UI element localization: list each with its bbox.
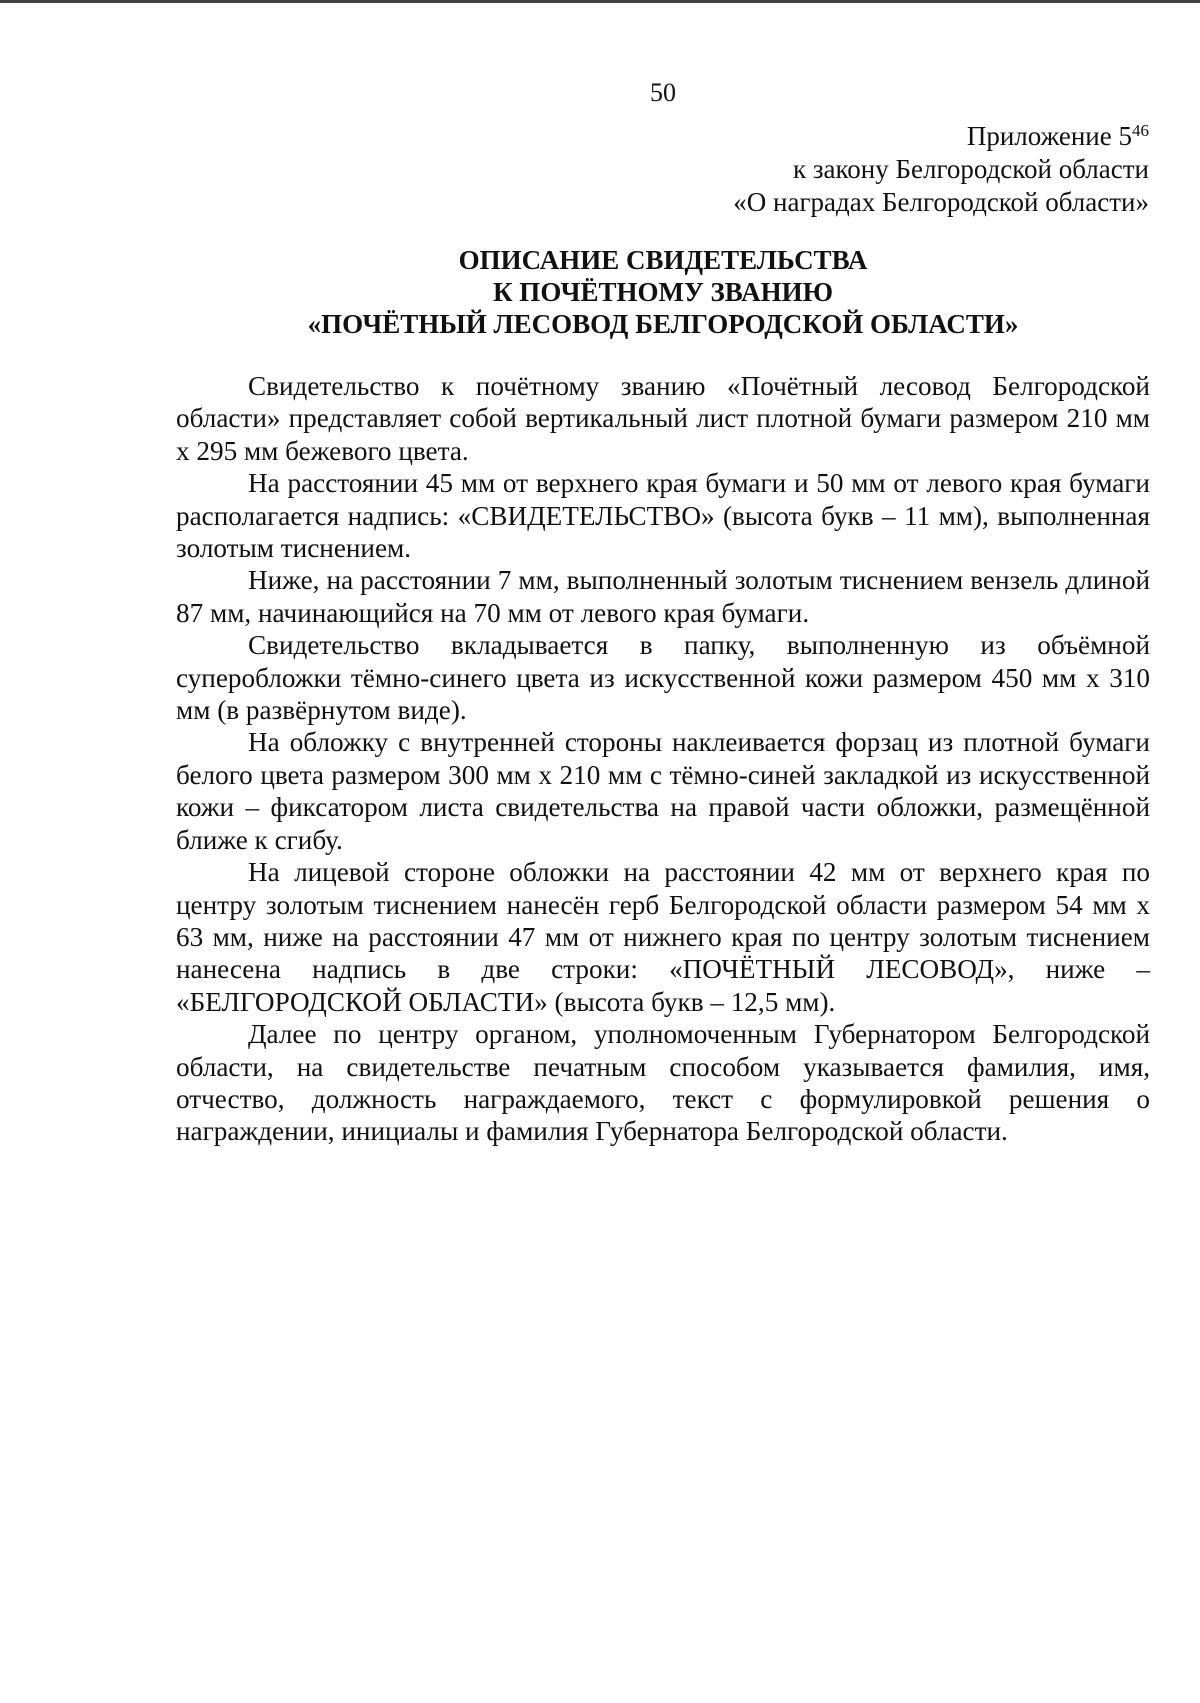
paragraph: Свидетельство вкладывается в папку, выполненную из объёмной суперобложки тёмно-синего цвета из искусственной кожи размером 450 мм х 310 мм (в развёрнутом виде). — [176, 630, 1150, 726]
document-body — [176, 370, 1150, 1148]
appendix-title — [733, 120, 1149, 153]
heading-line-2: К ПОЧЁТНОМУ ЗВАНИЮ — [492, 277, 833, 307]
document-heading — [176, 244, 1150, 340]
paragraph: На лицевой стороне обложки на расстоянии 42 мм от верхнего края по центру золотым тиснением нанесён герб Белгородской области размером 54 мм х 63 мм, ниже на расстоянии 47 мм от нижнего края по центру золотым тиснением нанесена надпись в две строки: «ПОЧЁТНЫЙ ЛЕСОВОД», ниже – «БЕЛГОРОДСКОЙ ОБЛАСТИ» (высота букв – 12,5 мм). — [176, 857, 1150, 1017]
paragraph: На расстоянии 45 мм от верхнего края бумаги и 50 мм от левого края бумаги располагается надпись: «СВИДЕТЕЛЬСТВО» (высота букв – 11 мм), выполненная золотым тиснением. — [176, 468, 1150, 564]
appendix-block — [733, 120, 1149, 219]
paragraph: Ниже, на расстоянии 7 мм, выполненный золотым тиснением вензель длиной 87 мм, начинающийся на 70 мм от левого края бумаги. — [176, 565, 1150, 628]
paragraph: На обложку с внутренней стороны наклеивается форзац из плотной бумаги белого цвета размером 300 мм х 210 мм с тёмно-синей закладкой из искусственной кожи – фиксатором листа свидетельства на правой части обложки, размещённой ближе к сгибу. — [176, 727, 1150, 855]
appendix-law-line: к закону Белгородской области — [793, 154, 1149, 184]
appendix-label: Приложение 5 — [966, 121, 1132, 151]
appendix-law-title: «О наградах Белгородской области» — [733, 187, 1149, 217]
paragraph: Далее по центру органом, уполномоченным Губернатором Белгородской области, на свидетельстве печатным способом указывается фамилия, имя, отчество, должность награждаемого, текст с формулировкой решения о награждении, инициалы и фамилия Губернатора Белгородской области. — [176, 1019, 1150, 1147]
heading-line-1: ОПИСАНИЕ СВИДЕТЕЛЬСТВА — [458, 245, 868, 275]
paragraph: Свидетельство к почётному званию «Почётный лесовод Белгородской области» представляет собой вертикальный лист плотной бумаги размером 210 мм х 295 мм бежевого цвета. — [176, 371, 1150, 466]
heading-line-3: «ПОЧЁТНЫЙ ЛЕСОВОД БЕЛГОРОДСКОЙ ОБЛАСТИ» — [307, 309, 1019, 339]
page-number: 50 — [650, 78, 676, 107]
scan-top-edge — [0, 0, 1200, 3]
appendix-superscript: 46 — [1132, 121, 1149, 140]
